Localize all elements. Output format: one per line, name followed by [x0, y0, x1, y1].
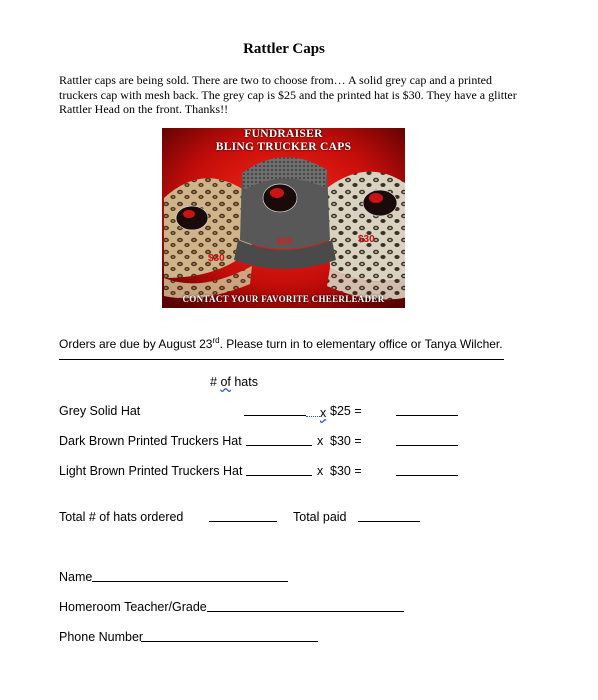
dark-brown-price: $30 = — [330, 434, 362, 448]
light-brown-price: $30 = — [330, 464, 362, 478]
photo-heading-1: FUNDRAISER — [244, 128, 323, 140]
light-brown-qty-field[interactable] — [246, 463, 312, 481]
orders-text-after: . Please turn in to elementary office or Tanya Wilcher. — [219, 337, 503, 351]
grey-solid-qty-field[interactable] — [244, 403, 306, 421]
row-label-light-brown: Light Brown Printed Truckers Hat — [59, 464, 243, 478]
total-hats-label: Total # of hats ordered — [59, 510, 184, 524]
price-right: $30 — [358, 234, 375, 245]
caps-photo — [162, 128, 405, 308]
name-label: Name — [59, 570, 93, 584]
dark-brown-total-field[interactable] — [396, 433, 458, 451]
total-hats-field[interactable] — [209, 509, 277, 527]
homeroom-field[interactable] — [207, 599, 404, 617]
row-label-grey-solid: Grey Solid Hat — [59, 404, 141, 418]
grey-solid-times — [306, 404, 326, 420]
photo-heading-2: BLING TRUCKER CAPS — [215, 141, 352, 153]
light-brown-times: x — [317, 464, 324, 478]
num-header-suffix: hats — [230, 375, 258, 389]
caps-illustration — [162, 128, 405, 308]
light-brown-total-field[interactable] — [396, 463, 458, 481]
name-field[interactable] — [92, 569, 288, 587]
intro-paragraph: Rattler caps are being sold. There are two to choose from… A solid grey cap and a printed truckers cap with mesh back. The grey cap is $25 and the printed hat is $30. They have a glitter Rattler Head on the front. Thanks!! — [59, 73, 517, 116]
total-paid-field[interactable] — [358, 509, 420, 527]
number-of-hats-header — [210, 375, 258, 389]
phone-label: Phone Number — [59, 630, 144, 644]
divider-line — [59, 359, 504, 360]
orders-text-before: Orders are due by August 23 — [59, 337, 213, 351]
price-middle: $25 — [277, 236, 293, 246]
phone-field[interactable] — [141, 629, 318, 647]
page-title: Rattler Caps — [243, 41, 325, 57]
orders-superscript: rd — [212, 336, 220, 345]
price-left: $30 — [208, 253, 225, 264]
grey-solid-total-field[interactable] — [396, 403, 458, 421]
dark-brown-qty-field[interactable] — [246, 433, 312, 451]
total-paid-label: Total paid — [293, 510, 347, 524]
orders-due-note — [59, 336, 503, 351]
times-sign: x — [320, 406, 327, 420]
row-label-dark-brown: Dark Brown Printed Truckers Hat — [59, 434, 242, 448]
qty-underline-dotted — [306, 404, 320, 417]
num-header-of: of — [220, 375, 231, 389]
grey-solid-price: $25 = — [330, 404, 362, 418]
homeroom-label: Homeroom Teacher/Grade — [59, 600, 207, 614]
photo-footer: CONTACT YOUR FAVORITE CHEERLEADER — [182, 294, 385, 304]
dark-brown-times: x — [317, 434, 324, 448]
num-header-prefix: # — [210, 375, 221, 389]
